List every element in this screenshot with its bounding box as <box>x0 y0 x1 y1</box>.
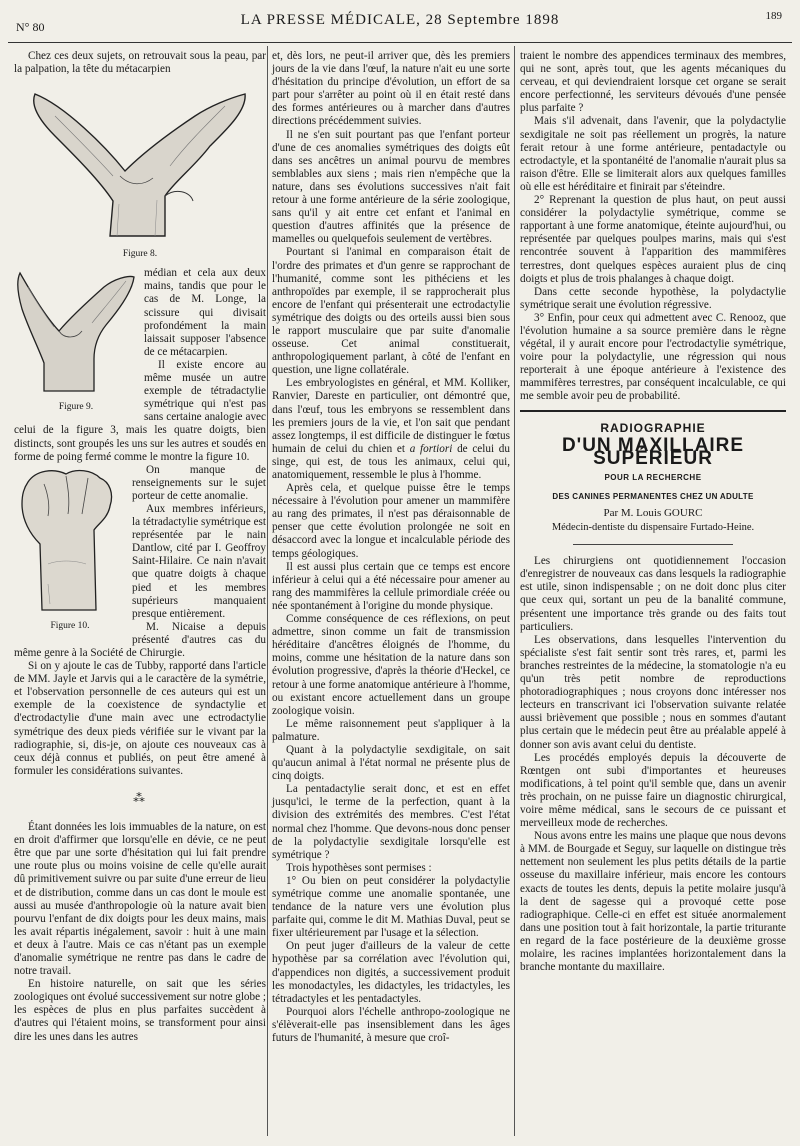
figure-9-caption: Figure 9. <box>58 402 94 413</box>
paragraph: En histoire naturelle, on sait que les séries zoologiques ont évolué successivement sur notre globe ; les espèces de plus en plus parfaites succèdent à d'autres qui l'étaient moins, se transforment pour ainsi dire les unes dans les autres <box>14 978 266 1043</box>
paragraph <box>272 377 510 482</box>
page-number: 189 <box>765 10 782 22</box>
article-subtitle-2: DES CANINES PERMANENTES CHEZ UN ADULTE <box>552 491 754 501</box>
paragraph: 3° Enfin, pour ceux qui admettent avec C. Renooz, que l'évolution humaine a sa source première dans le règne végétal, il y aurait encore pour l'ectrodactylie symétrique, voire pour la polydactylie, une régression qui nous reporterait à une époque antérieure à l'existence des mammifères terrestres, par conséquent incalculable, ce qui me semble avoir peu de probabilité. <box>520 311 786 403</box>
header-rule <box>8 42 792 43</box>
text-run: Les embryologistes en général, et MM. Kolliker, Ranvier, Dareste en particulier, ont démontré que, dans l'œuf, tous les embryons se ressemblent dans les premiers jours de la vie, et l'on sait que pendant assez longtemps, il est difficile de distinguer le fœtus humain de celui du chien et <box>272 377 510 455</box>
paragraph: Après cela, et quelque puisse être le temps nécessaire à l'évolution pour amener un mammifère au rang des primates, il n'est pas déraisonnable de penser que cette évolution prolongée ne soit en désaccord avec la longue et incalculable période des temps géologiques. <box>272 482 510 560</box>
column-separator-1 <box>267 46 268 1136</box>
paragraph: Quant à la polydactylie sexdigitale, on sait qu'aucun animal à l'état normal ne présente plus de cinq doigts. <box>272 743 510 783</box>
paragraph: Pourtant si l'animal en comparaison était de l'ordre des primates et d'un genre se rapprochant de l'humanité, comme sont les pithéciens et les anthropoïdes par exemple, il se rapprocherait plus encore de l'enfant qui présenterait une ectrodactylie symétrique des doigts ou des orteils aussi bien sous le rapport musculaire que par suite d'anomalie osseuse. Cet animal constituerait, anthropologiquement parlant, à côté de l'enfant en question, une ligne collatérale. <box>272 246 510 377</box>
section-break: ⁂ <box>133 790 147 805</box>
paragraph: Si on y ajoute le cas de Tubby, rapporté dans l'article de MM. Jayle et Jarvis qui a le caractère de la symétrie, et l'observation personnelle de ces auteurs qui est un exemple de la coexistence de syndactylie et d'ectrodactylie d'une main avec une ectrodactylie symétrique des deux pieds vérifiée sur le vivant par la radiographie, si, dis-je, on ajoute ces nouveaux cas à ceux déjà connus et publiés, on peut être amené à formuler les considérations suivantes. <box>14 660 266 777</box>
article-affiliation: Médecin-dentiste du dispensaire Furtado-Heine. <box>551 522 755 534</box>
figure-10 <box>14 464 126 639</box>
figure-9-illustration <box>14 267 138 395</box>
figure-10-caption: Figure 10. <box>50 620 90 631</box>
paragraph: et, dès lors, ne peut-il arriver que, dès les premiers jours de la vie dans l'œuf, la nature n'ait eu une sorte d'hésitation du principe d'évolution, un effort de sa part pour s'arrêter au point où il en était resté dans des formes antérieures ou à marcher dans d'autres directions précédemment suivies. <box>272 50 510 128</box>
paragraph: Dans cette seconde hypothèse, la polydactylie symétrique serait une évolution régressive. <box>520 285 786 311</box>
article-title: D'UN MAXILLAIRE SUPÉRIEUR <box>561 434 745 469</box>
paragraph: Pourquoi alors l'échelle anthropo-zoologique ne s'élèverait-elle pas insensiblement dans les âges futurs de l'humanité, à mesure que croî- <box>272 1005 510 1045</box>
paragraph: Il est aussi plus certain que ce temps est encore inférieur à celui qui a été nécessaire pour amener au rang des mammifères la cellule primordiale créée ou née spontanément à l'origine du monde physique. <box>272 560 510 612</box>
paragraph: Chez ces deux sujets, on retrouvait sous la peau, par la palpation, la tête du métacarpien <box>14 50 266 76</box>
column-3 <box>520 50 786 974</box>
article-subtitle: POUR LA RECHERCHE <box>604 472 702 482</box>
column-1 <box>14 50 266 1044</box>
figure-8-caption: Figure 8. <box>122 249 158 260</box>
journal-title: LA PRESSE MÉDICALE, 28 Septembre 1898 <box>240 12 560 28</box>
article-top-rule <box>520 410 786 412</box>
article-kicker: RADIOGRAPHIE <box>600 420 706 435</box>
figure-8-illustration <box>25 76 255 246</box>
paragraph: 2° Reprenant la question de plus haut, on peut aussi considérer la polydactylie symétrique, comme se rapportant à une forme anatomique, éteinte aujourd'hui, ou représentée par quelques poulpes marins, mais qui s'est rencontrée souvent à l'apparition des mammifères terrestres, dont quelques espèces auraient plus de cinq doigts et plus de trois phalanges à chaque doigt. <box>520 194 786 285</box>
figure-9 <box>14 267 138 420</box>
paragraph: 1° Ou bien on peut considérer la polydactylie symétrique comme une anomalie spontanée, une tendance de la nature vers une évolution plus parfaite qui, comme le dit M. Mathias Duval, peut se fixer ultérieurement par l'usage et la sélection. <box>272 874 510 940</box>
paragraph: Nous avons entre les mains une plaque que nous devons à MM. de Bourgade et Seguy, sur laquelle on distingue très nettement non seulement les plus petits détails de la partie osseuse du maxillaire inférieur, mais encore les contours exacts de toutes les dents, depuis la petite molaire jusqu'à la dent de sagesse qui a provoqué cette pose radiographique. Celle-ci en effet est située anormalement dans une position tout à fait horizontale, la partie triturante en regard de la face postérieure de la deuxième grosse molaire, les racines implantées horizontalement dans la branche montante du maxillaire. <box>520 830 786 974</box>
paragraph: Il existe encore au même musée un autre exemple de tétradactylie symétrique qui n'est pas sans certaine analogie avec celui de la figure 3, mais les quatre doigts, bien distincts, sont groupés les uns sur les autres et soudés en forme de poing fermé comme le montre la figure 10. <box>14 358 266 463</box>
text-run: de celui du singe, qui est, de tous les animaux, celui qui, anatomiquement, ressemble le plus à l'homme. <box>272 442 510 481</box>
paragraph: Étant données les lois immuables de la nature, on est en droit d'affirmer que lorsqu'elle en dévie, ce ne peut être que par une sorte d'hésitation qui lui fait prendre une route plus ou moins voisine de celle qu'elle aurait dû primitivement suivre ou par suite d'une erreur de lieu et de distribution, comme dans un cas dont le moule est aussi au musée d'anthropologie où la nature avait bien pourvu l'enfant de dix doigts pour les deux mains, mais les avait répartis inégalement, savoir : huit à une main et deux à l'autre. Mais ce cas n'étant pas un exemple d'anomalie symétrique ne rentre pas dans le cadre de notre travail. <box>14 821 266 978</box>
issue-number: N° 80 <box>16 20 45 34</box>
paragraph: M. Nicaise a depuis présenté d'autres cas du même genre à la Société de Chirurgie. <box>14 620 266 659</box>
article-divider <box>573 544 733 545</box>
paragraph: La pentadactylie serait donc, et est en effet jusqu'ici, le terme de la perfection, quant à la division des extrémités des membres. C'est l'état normal chez l'homme. Que devons-nous donc penser de la polydactylie sexdigitale lorsqu'elle est symétrique ? <box>272 783 510 861</box>
paragraph: Les observations, dans lesquelles l'intervention du spécialiste s'est fait sentir sont très rares, et, parmi les branches restreintes de la médecine, la stomatologie n'a eu qu'un très petit nombre de reproductions photoradiographiques ; nous croyons donc intéresser nos lecteurs en transcrivant ici l'observation suivante relatée aussi brièvement que possible ; nous en sommes d'autant plus certain que le médecin peut être au préalable appelé à donner son avis avant celui du dentiste. <box>520 633 786 751</box>
paragraph: On peut juger d'ailleurs de la valeur de cette hypothèse par sa corrélation avec l'évolution qui, d'appendices non digités, a successivement produit les monodactyles, les didactyles, les tridactyles, les tétradactyles et les pentadactyles. <box>272 940 510 1005</box>
paragraph: Il ne s'en suit pourtant pas que l'enfant porteur d'une de ces anomalies symétriques des doigts eût dans ses ancêtres un animal pourvu de membres semblables aux siens ; mais rien n'empêche que la nature, dans ses évolutions successives n'ait fait retour à une forme antérieure de la série zoologique, sans qu'il y ait entre cet enfant et l'animal en question d'autres affinités que la présence de mamelles ou quelquefois seulement de vertèbres. <box>272 128 510 246</box>
paragraph: Les procédés employés depuis la découverte de Rœntgen ont subi d'importantes et heureuses modifications, à tel point qu'il semble que, dans un avenir très prochain, on ne puisse faire un diagnostic chirurgical, voire même médical, sans le secours de ce puissant et merveilleux mode de recherches. <box>520 751 786 830</box>
paragraph: Les chirurgiens ont quotidiennement l'occasion d'enregistrer de nouveaux cas dans lesquels la radiographie est utile, sinon indispensable ; on ne doit donc plus citer que ceux qui, sortant un peu de la banalité commune, présentent une importance très grande ou des faits tout particuliers. <box>520 555 786 633</box>
column-2 <box>272 50 510 1045</box>
figure-10-illustration <box>14 464 126 614</box>
emphasis: a fortiori <box>409 442 453 455</box>
paragraph: Le même raisonnement peut s'appliquer à la palmature. <box>272 717 510 743</box>
column-separator-2 <box>514 46 515 1136</box>
paragraph: Trois hypothèses sont permises : <box>286 861 432 874</box>
article-author: Par M. Louis GOURC <box>603 507 703 519</box>
paragraph: médian et cela aux deux mains, tandis que pour le cas de M. Longe, la scissure qui divisait profondément la main laissait supposer l'absence de ce métacarpien. <box>144 267 266 358</box>
paragraph: Aux membres inférieurs, la tétradactylie symétrique est représentée par le nain Dantlow, cité par I. Geoffroy Saint-Hilaire. Ce nain n'avait que quatre doigts à chaque pied et les membres supérieurs manquaient presque entièrement. <box>132 502 266 620</box>
paragraph: Comme conséquence de ces réflexions, on peut admettre, sinon comme un fait de transmission héréditaire d'ancêtres éloignés de l'homme, du moins, comme une hésitation de la nature dans son évolution progressive, d'après la théorie d'Heckel, ce retour à une forme anatomique antérieure à l'homme, ou existant encore actuellement dans un groupe zoologique voisin. <box>272 613 510 717</box>
paragraph: On manque de renseignements sur le sujet porteur de cette anomalie. <box>132 463 266 502</box>
page-header <box>14 8 786 38</box>
paragraph: Mais s'il advenait, dans l'avenir, que la polydactylie sexdigitale ne soit pas réellement un progrès, la nature ferait retour à une forme antérieure, pentadactyle ou ectrodactyle, et la spontanéité de l'anomalie n'aurait plus sa raison d'être. Elle se limiterait alors aux quelques familles où elle est héréditaire et finirait par s'éteindre. <box>520 115 786 193</box>
paragraph: traient le nombre des appendices terminaux des membres, qui ne sont, après tout, que les agents mécaniques du cerveau, et qui deviendraient lorsque cet organe se serait encore perfectionné, les serviteurs dévoués d'une pensée plus parfaite ? <box>520 50 786 115</box>
